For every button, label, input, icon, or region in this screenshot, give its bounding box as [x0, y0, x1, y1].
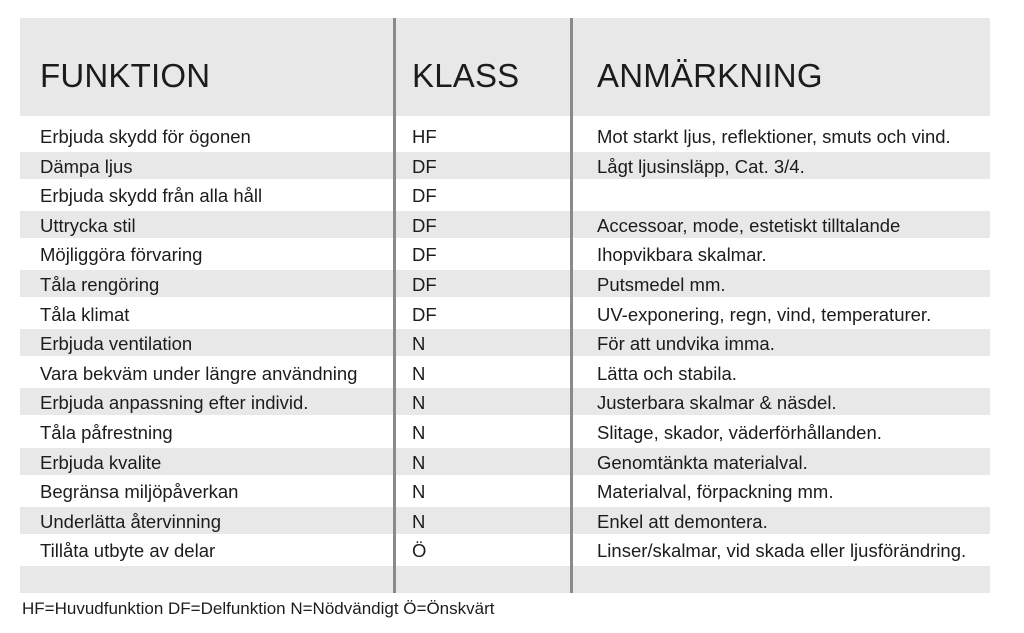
cell-remark: Ihopvikbara skalmar.: [597, 244, 767, 265]
table-row: [20, 270, 990, 297]
cell-function: Uttrycka stil: [40, 215, 136, 236]
cell-class: DF: [412, 244, 437, 265]
cell-class: N: [412, 481, 426, 502]
cell-class: HF: [412, 126, 437, 147]
cell-function: Dämpa ljus: [40, 156, 133, 177]
cell-class: N: [412, 511, 426, 532]
cell-class: Ö: [412, 540, 427, 561]
cell-class: DF: [412, 274, 437, 295]
header-remark: ANMÄRKNING: [597, 57, 823, 94]
table-row: [20, 448, 990, 475]
table-row: [20, 566, 990, 593]
cell-class: N: [412, 333, 426, 354]
table-row: [20, 211, 990, 238]
table-row: [20, 181, 990, 208]
cell-remark: UV-exponering, regn, vind, temperaturer.: [597, 304, 932, 325]
cell-class: DF: [412, 215, 437, 236]
cell-class: N: [412, 363, 426, 384]
cell-function: Erbjuda skydd för ögonen: [40, 126, 251, 147]
cell-remark: Putsmedel mm.: [597, 274, 726, 295]
cell-class: N: [412, 422, 426, 443]
cell-function: Erbjuda skydd från alla håll: [40, 185, 263, 206]
function-table: [20, 18, 990, 593]
cell-function: Tåla rengöring: [40, 274, 160, 295]
cell-class: DF: [412, 156, 437, 177]
table-row: [20, 507, 990, 534]
header-function: FUNKTION: [40, 57, 211, 94]
cell-function: Underlätta återvinning: [40, 511, 221, 532]
header-class: KLASS: [412, 57, 520, 94]
column-divider-1: [393, 18, 396, 593]
table-row: [20, 329, 990, 356]
table-row: [20, 477, 990, 504]
cell-remark: Linser/skalmar, vid skada eller ljusförändring.: [597, 540, 967, 561]
cell-function: Vara bekväm under längre användning: [40, 363, 358, 384]
cell-remark: Materialval, förpackning mm.: [597, 481, 834, 502]
cell-class: N: [412, 452, 426, 473]
cell-remark: Genomtänkta materialval.: [597, 452, 808, 473]
cell-class: N: [412, 392, 426, 413]
table-row: [20, 536, 990, 563]
cell-remark: Accessoar, mode, estetiskt tilltalande: [597, 215, 901, 236]
cell-function: Begränsa miljöpåverkan: [40, 481, 239, 502]
cell-function: Tåla påfrestning: [40, 422, 173, 443]
table-row: [20, 418, 990, 445]
cell-class: DF: [412, 185, 437, 206]
table-row: [20, 359, 990, 386]
cell-remark: Mot starkt ljus, reflektioner, smuts och vind.: [597, 126, 951, 147]
legend-text: HF=Huvudfunktion DF=Delfunktion N=Nödvändigt Ö=Önskvärt: [22, 599, 495, 618]
table-row: [20, 300, 990, 327]
table-header-row: [20, 18, 990, 116]
cell-remark: Lätta och stabila.: [597, 363, 737, 384]
cell-function: Tillåta utbyte av delar: [40, 540, 216, 561]
table-row: [20, 388, 990, 415]
cell-class: DF: [412, 304, 437, 325]
cell-function: Erbjuda anpassning efter individ.: [40, 392, 309, 413]
cell-function: Möjliggöra förvaring: [40, 244, 203, 265]
cell-function: Erbjuda kvalite: [40, 452, 162, 473]
cell-function: Erbjuda ventilation: [40, 333, 193, 354]
cell-remark: Enkel att demontera.: [597, 511, 768, 532]
table-row: [20, 240, 990, 267]
column-divider-2: [570, 18, 573, 593]
cell-function: Tåla klimat: [40, 304, 130, 325]
cell-remark: För att undvika imma.: [597, 333, 775, 354]
table-row: [20, 122, 990, 149]
cell-remark: Slitage, skador, väderförhållanden.: [597, 422, 882, 443]
cell-remark: Lågt ljusinsläpp, Cat. 3/4.: [597, 156, 805, 177]
table-row: [20, 152, 990, 179]
cell-remark: Justerbara skalmar & näsdel.: [597, 392, 837, 413]
